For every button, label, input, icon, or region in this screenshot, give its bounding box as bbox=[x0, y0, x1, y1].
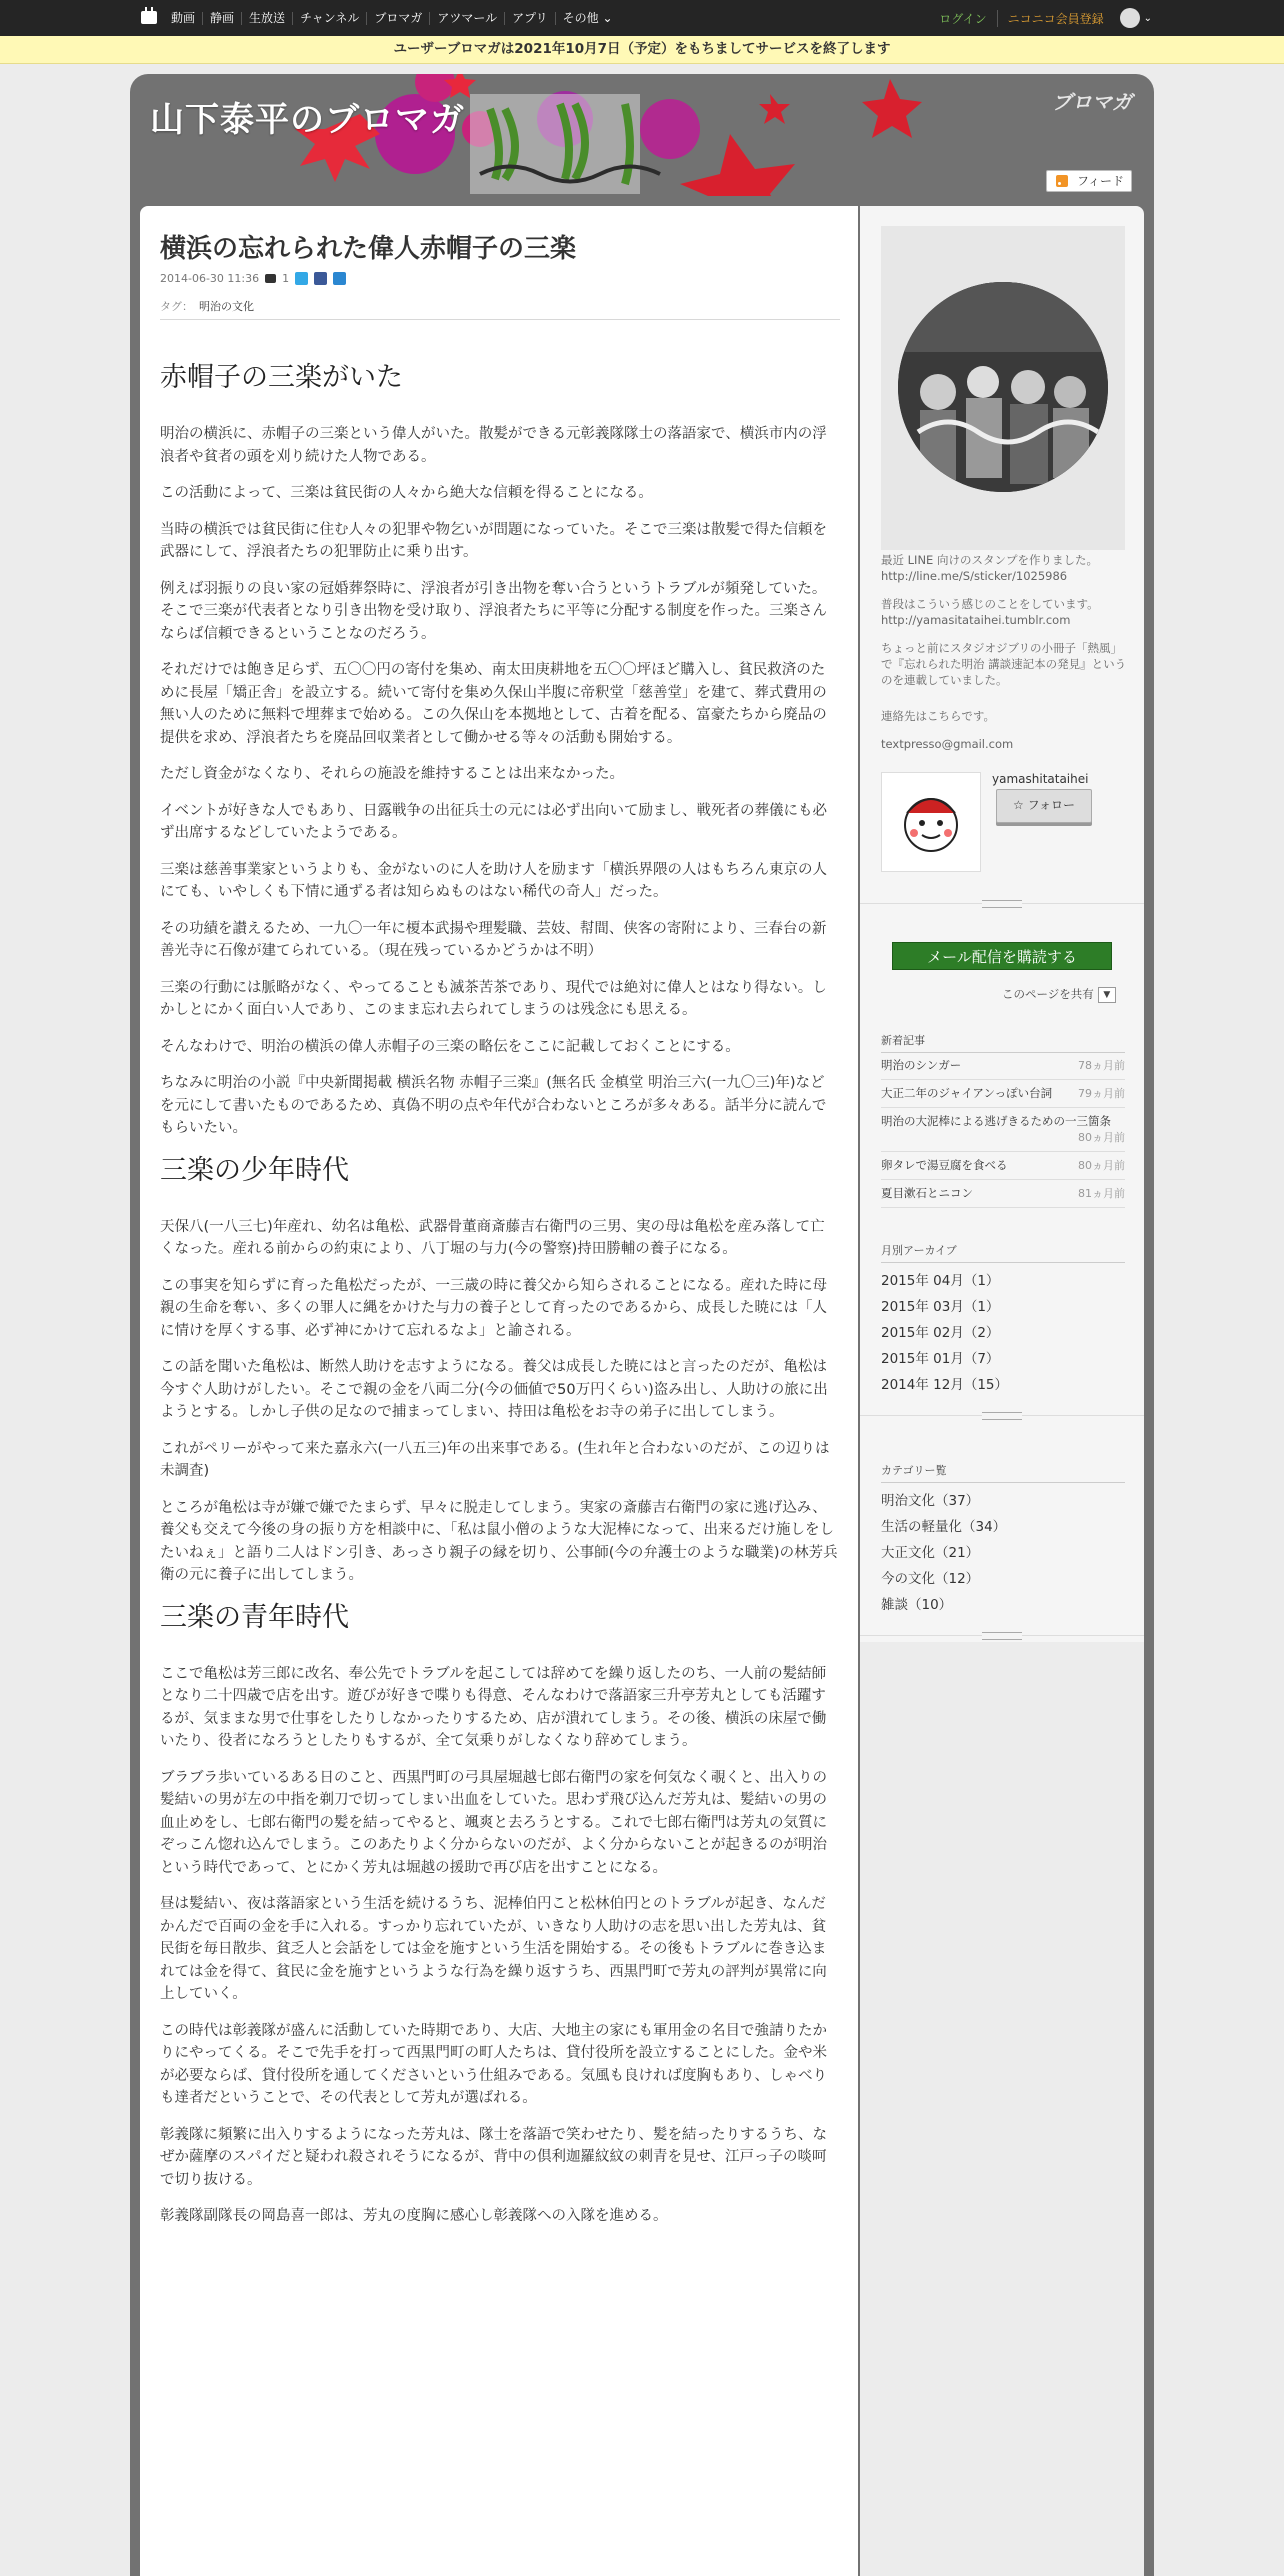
article-paragraph: 天保八(一八三七)年産れ、幼名は亀松、武器骨董商斎藤吉右衛門の三男、実の母は亀松を産み落して亡くなった。産れる前からの約束により、八丁堀の与力(今の警察)持田勝輔の養子になる。 bbox=[160, 1218, 825, 1257]
recent-article-item[interactable] bbox=[881, 1180, 1125, 1208]
article-paragraph: ここで亀松は芳三郎に改名、奉公先でトラブルを起こしては辞めてを繰り返したのち、一人前の髪結師となり二十四歳で店を出す。遊びが好きで喋りも得意、そんなわけで落語家三升亭芳丸としても活躍するが、気ままな男で仕事をしたりしなかったりするため、店が潰れてしまう。その後、横浜の床屋で働いたり、役者になろうとしたりもするが、全て気乗りがしなくなり辞めてしまう。 bbox=[160, 1665, 827, 1749]
recent-articles-list bbox=[881, 1052, 1125, 1208]
recent-article-title: 卵タレで湯豆腐を食べる bbox=[881, 1158, 1008, 1172]
article-paragraph: 彰義隊に頻繁に出入りするようになった芳丸は、隊士を落語で笑わせたり、髪を結ったりするうち、なぜか薩摩のスパイだと疑われ殺されそうになるが、背中の倶利迦羅紋紋の刺青を見せ、江戸っ子の啖呵で切り抜ける。 bbox=[160, 2126, 827, 2188]
user-avatar-icon[interactable] bbox=[1120, 8, 1140, 28]
section-heading: 三楽の青年時代 bbox=[160, 1601, 349, 1633]
section-divider-grip bbox=[860, 1410, 1144, 1422]
article-paragraph: 当時の横浜では貧民街に住む人々の犯罪や物乞いが問題になっていた。そこで三楽は散髪で得た信頼を武器にして、浮浪者たちの犯罪防止に乗り出す。 bbox=[160, 521, 827, 560]
blog-title[interactable]: 山下泰平のブロマガ bbox=[150, 100, 465, 140]
global-nav-menu bbox=[165, 0, 620, 36]
archive-item[interactable]: 2015年 03月（1） bbox=[881, 1299, 1000, 1315]
article-paragraph: そんなわけで、明治の横浜の偉人赤帽子の三楽の略伝をここに記載しておくことにする。 bbox=[160, 1038, 740, 1055]
facebook-icon[interactable] bbox=[314, 272, 327, 285]
section-heading: 赤帽子の三楽がいた bbox=[160, 362, 403, 393]
recent-article-item[interactable] bbox=[881, 1108, 1125, 1152]
nav-item-channel[interactable]: チャンネル bbox=[292, 12, 366, 25]
blomaga-logo[interactable]: ブロマガ bbox=[1052, 90, 1132, 114]
share-label: このページを共有 bbox=[1002, 987, 1094, 1001]
archive-heading: 月別アーカイブ bbox=[881, 1242, 1125, 1263]
rss-icon bbox=[1056, 175, 1068, 187]
section-divider-grip bbox=[860, 1630, 1144, 1642]
recent-article-date: 80ヵ月前 bbox=[1078, 1159, 1125, 1172]
profile-text-line: 最近 LINE 向けのスタンプを作りました。http://line.me/S/sticker/1025986 bbox=[881, 553, 1098, 583]
feed-label: フィード bbox=[1077, 174, 1125, 188]
category-heading: カテゴリー覧 bbox=[881, 1462, 1125, 1483]
blog-header bbox=[130, 74, 1154, 208]
sidebar bbox=[860, 206, 1144, 2576]
article-paragraph: これがペリーがやって来た嘉永六(一八五三)年の出来事である。(生れ年と合わないのだが、この辺りは未調査) bbox=[160, 1440, 830, 1479]
follow-label: フォロー bbox=[1027, 798, 1075, 812]
niconico-tv-icon[interactable] bbox=[141, 11, 157, 24]
article-paragraph: 彰義隊副隊長の岡島喜一郎は、芳丸の度胸に感心し彰義隊への入隊を進める。 bbox=[160, 2208, 668, 2224]
follow-button[interactable] bbox=[996, 789, 1092, 823]
nav-item-other[interactable] bbox=[555, 12, 620, 25]
recent-article-title: 大正二年のジャイアンっぽい台詞 bbox=[881, 1086, 1053, 1100]
article-paragraph: この時代は彰義隊が盛んに活動していた時期であり、大店、大地主の家にも軍用金の名目で強請りたかりにやってくる。そこで先手を打って西黒門町の町人たちは、貸付役所を設立することにした。金や米が必要ならば、貸付役所を通してくださいという仕組みである。気風も良ければ度胸もあり、しゃべりも達者だということで、その代表として芳丸が選ばれる。 bbox=[160, 2022, 827, 2106]
article-paragraph: 明治の横浜に、赤帽子の三楽という偉人がいた。散髪ができる元彰義隊隊士の落語家で、横浜市内の浮浪者や貧者の頭を刈り続けた人物である。 bbox=[160, 426, 827, 465]
recent-article-date: 79ヵ月前 bbox=[1078, 1087, 1125, 1100]
profile-text-line: ちょっと前にスタジオジブリの小冊子「熱風」で『忘れられた明治 講談速記本の発見』というのを連載していました。 bbox=[881, 641, 1127, 687]
recent-article-item[interactable] bbox=[881, 1052, 1125, 1080]
nav-item-live[interactable]: 生放送 bbox=[241, 12, 292, 25]
archive-item[interactable]: 2015年 04月（1） bbox=[881, 1273, 1000, 1289]
avatar-drawing bbox=[882, 773, 980, 871]
article-paragraph: その功績を讃えるため、一九〇一年に榎本武揚や理髪職、芸妓、幇間、侠客の寄附により、三春台の新善光寺に石像が建てられている。（現在残っているかどうかは不明） bbox=[160, 920, 827, 959]
recent-article-item[interactable] bbox=[881, 1080, 1125, 1108]
username-link[interactable]: yamashitataihei bbox=[992, 772, 1089, 786]
recent-article-title: 夏目漱石とニコン bbox=[881, 1186, 973, 1200]
nav-item-app[interactable]: アプリ bbox=[504, 12, 555, 25]
twitter-icon[interactable] bbox=[295, 272, 308, 285]
article-paragraph: イベントが好きな人でもあり、日露戦争の出征兵士の元には必ず出向いて励まし、戦死者の葬儀にも必ず出席するなどしていたようである。 bbox=[160, 802, 827, 841]
archive-list bbox=[881, 1266, 1125, 1396]
article-paragraph: 三楽は慈善事業家というよりも、金がないのに人を助け人を励ます「横浜界隈の人はもちろん東京の人にても、いやしくも下情に通ずる者は知らぬものはない稀代の奇人」だった。 bbox=[160, 861, 827, 900]
article-paragraph: この活動によって、三楽は貧民街の人々から絶大な信頼を得ることになる。 bbox=[160, 485, 653, 501]
nav-item-blomaga[interactable]: ブロマガ bbox=[366, 12, 429, 25]
star-icon: ☆ bbox=[1013, 798, 1024, 812]
service-end-notice: ユーザーブロマガは2021年10月7日（予定）をもちましてサービスを終了します bbox=[0, 36, 1284, 64]
feed-button[interactable] bbox=[1046, 170, 1132, 192]
recent-heading: 新着記事 bbox=[881, 1032, 1125, 1053]
article-meta bbox=[160, 272, 346, 285]
share-page[interactable] bbox=[1002, 986, 1116, 1003]
comment-icon[interactable] bbox=[265, 274, 276, 283]
divider bbox=[160, 319, 840, 320]
archive-item[interactable]: 2014年 12月（15） bbox=[881, 1377, 1009, 1393]
profile-photo-circle bbox=[898, 282, 1108, 492]
archive-item[interactable]: 2015年 02月（2） bbox=[881, 1325, 1000, 1341]
article-paragraph: 昼は髪結い、夜は落語家という生活を続けるうち、泥棒伯円こと松林伯円とのトラブルが起き、なんだかんだで百両の金を手に入れる。すっかり忘れていたが、いきなり人助けの志を思い出した芳丸は、貧民街を毎日散歩、貧乏人と会話をしては金を施すという生活を開始する。その後もトラブルに巻き込まれては金を得て、貧民に金を施すというような行為を繰り返すうち、西黒門町で芳丸の評判が異常に向上していく。 bbox=[160, 1896, 827, 2002]
profile-text-line: 普段はこういう感じのことをしています。http://yamasitataihei.tumblr.com bbox=[881, 597, 1099, 627]
main-content bbox=[140, 206, 858, 2576]
nav-item-atsumaru[interactable]: アツマール bbox=[429, 12, 504, 25]
article-paragraph: ところが亀松は寺が嫌で嫌でたまらず、早々に脱走してしまう。実家の斎藤吉右衛門の家に逃げ込み、養父も交えて今後の身の振り方を相談中に、「私は鼠小僧のような大泥棒になって、出来るだけ施しをしたいねぇ」と語り二人はドン引き、あっさり親子の縁を切り、公事師(今の弁護士のような職業)の林芳兵衛の元に養子に出してしまう。 bbox=[160, 1499, 838, 1583]
hatena-bookmark-icon[interactable] bbox=[333, 272, 346, 285]
tag-link[interactable]: 明治の文化 bbox=[199, 300, 254, 313]
article-paragraph: この話を聞いた亀松は、断然人助けを志すようになる。養父は成長した暁にはと言ったのだが、亀松は今すぐ人助けがしたい。そこで親の金を八両二分(今の価値で50万円くらい)盗み出し、人助けの旅に出ようとする。しかし子供の足なので捕まってしまい、持田は亀松をお寺の弟子に出してしまう。 bbox=[160, 1359, 828, 1420]
category-item[interactable]: 雑談（10） bbox=[881, 1597, 953, 1613]
category-item[interactable]: 大正文化（21） bbox=[881, 1545, 980, 1561]
mail-subscribe-button[interactable]: メール配信を購読する bbox=[892, 942, 1112, 970]
profile-text-line: 連絡先はこちらです。 bbox=[881, 709, 995, 723]
tags-label: タグ： bbox=[160, 300, 193, 313]
comment-count[interactable]: 1 bbox=[282, 272, 290, 285]
article-paragraph: 三楽の行動には脈略がなく、やってることも滅茶苦茶であり、現代では絶対に偉人とはなり得ない。しかしとにかく面白い人であり、このまま忘れ去られてしまうのは残念にも思える。 bbox=[160, 979, 827, 1018]
chevron-down-icon: ⌄ bbox=[602, 10, 613, 25]
sidebar-empty-area bbox=[860, 1642, 1144, 2576]
article-paragraph: 例えば羽振りの良い家の冠婚葬祭時に、浮浪者が引き出物を奪い合うというトラブルが頻発していた。そこで三楽が代表者となり引き出物を受け取り、浮浪者たちに平等に分配する制度を作った。三楽さんならば信頼できるということなのだろう。 bbox=[160, 580, 827, 642]
article-paragraph: この事実を知らずに育った亀松だったが、一三歳の時に養父から知らされることになる。産れた時に母親の生命を奪い、多くの罪人に縄をかけた与力の養子として育ったのであるから、成長した暁には「人に情けを厚くする事、必ず神にかけて忘れるなよ」と諭される。 bbox=[160, 1277, 827, 1339]
recent-article-date: 80ヵ月前 bbox=[1078, 1131, 1125, 1144]
article-title[interactable]: 横浜の忘れられた偉人赤帽子の三楽 bbox=[160, 234, 577, 264]
profile-image bbox=[881, 226, 1125, 550]
nav-item-seiga[interactable]: 静画 bbox=[202, 12, 241, 25]
dropdown-arrow-icon[interactable]: ▼ bbox=[1098, 987, 1116, 1003]
recent-article-date: 81ヵ月前 bbox=[1078, 1187, 1125, 1200]
section-divider-grip bbox=[860, 898, 1144, 910]
nav-item-other-label: その他 bbox=[562, 10, 599, 25]
login-link[interactable]: ログイン bbox=[939, 11, 987, 26]
recent-article-title: 明治のシンガー bbox=[881, 1058, 962, 1072]
user-area bbox=[939, 0, 1284, 36]
category-item[interactable]: 生活の軽量化（34） bbox=[881, 1519, 1007, 1535]
nav-item-douga[interactable]: 動画 bbox=[171, 10, 196, 25]
article-tags bbox=[160, 298, 254, 314]
article-body bbox=[160, 351, 838, 2242]
category-item[interactable]: 今の文化（12） bbox=[881, 1571, 980, 1587]
profile-photo-illustration bbox=[898, 282, 1108, 492]
chevron-down-icon[interactable]: ⌄ bbox=[1143, 12, 1152, 24]
category-item[interactable]: 明治文化（37） bbox=[881, 1493, 980, 1509]
article-paragraph: ブラブラ歩いているある日のこと、西黒門町の弓具屋堀越七郎右衛門の家を何気なく覗くと、出入りの髪結いの男が左の中指を剃刀で切ってしまい出血をしていた。思わず飛び込んだ芳丸は、髪結いの男の血止めをし、七郎右衛門の髪を結ってやると、颯爽と去ろうとする。これで七郎右衛門は芳丸の気質にぞっこん惚れ込んでしまう。このあたりよく分からないのだが、よく分からないことが起きるのが明治という時代であって、とにかく芳丸は堀越の援助で再び店を出すことになる。 bbox=[160, 1769, 827, 1876]
global-nav-bar bbox=[0, 0, 1284, 36]
section-heading: 三楽の少年時代 bbox=[160, 1154, 349, 1186]
user-avatar[interactable] bbox=[881, 772, 981, 872]
article-date: 2014-06-30 11:36 bbox=[160, 272, 260, 285]
article-paragraph: ただし資金がなくなり、それらの施設を維持することは出来なかった。 bbox=[160, 766, 624, 782]
article-paragraph: ちなみに明治の小説『中央新聞掲載 横浜名物 赤帽子三楽』(無名氏 金槙堂 明治三六(一九〇三)年)などを元にして書いたものであるため、真偽不明の点や年代が合わないところが多々ある。話半分に読んでもらいたい。 bbox=[160, 1075, 827, 1136]
recent-article-item[interactable] bbox=[881, 1152, 1125, 1180]
register-link[interactable]: ニコニコ会員登録 bbox=[997, 10, 1104, 27]
article-paragraph: それだけでは飽き足らず、五〇〇円の寄付を集め、南太田庚耕地を五〇〇坪ほど購入し、貧民救済のために長屋「矯正舎」を設立する。続いて寄付を集め久保山半腹に帝釈堂「慈善堂」を建て、葬式費用の無い人のために無料で埋葬まで始める。この久保山を本拠地として、古着を配る、富豪たちから廃品の提供を求め、浮浪者たちを廃品回収業者として働かせる等々の活動も開始する。 bbox=[160, 662, 827, 746]
profile-email[interactable]: textpresso@gmail.com bbox=[881, 737, 1014, 751]
recent-article-date: 78ヵ月前 bbox=[1078, 1059, 1125, 1072]
recent-article-title: 明治の大泥棒による逃げきるための一三箇条 bbox=[881, 1114, 1111, 1128]
archive-item[interactable]: 2015年 01月（7） bbox=[881, 1351, 1000, 1367]
category-list bbox=[881, 1486, 1125, 1616]
